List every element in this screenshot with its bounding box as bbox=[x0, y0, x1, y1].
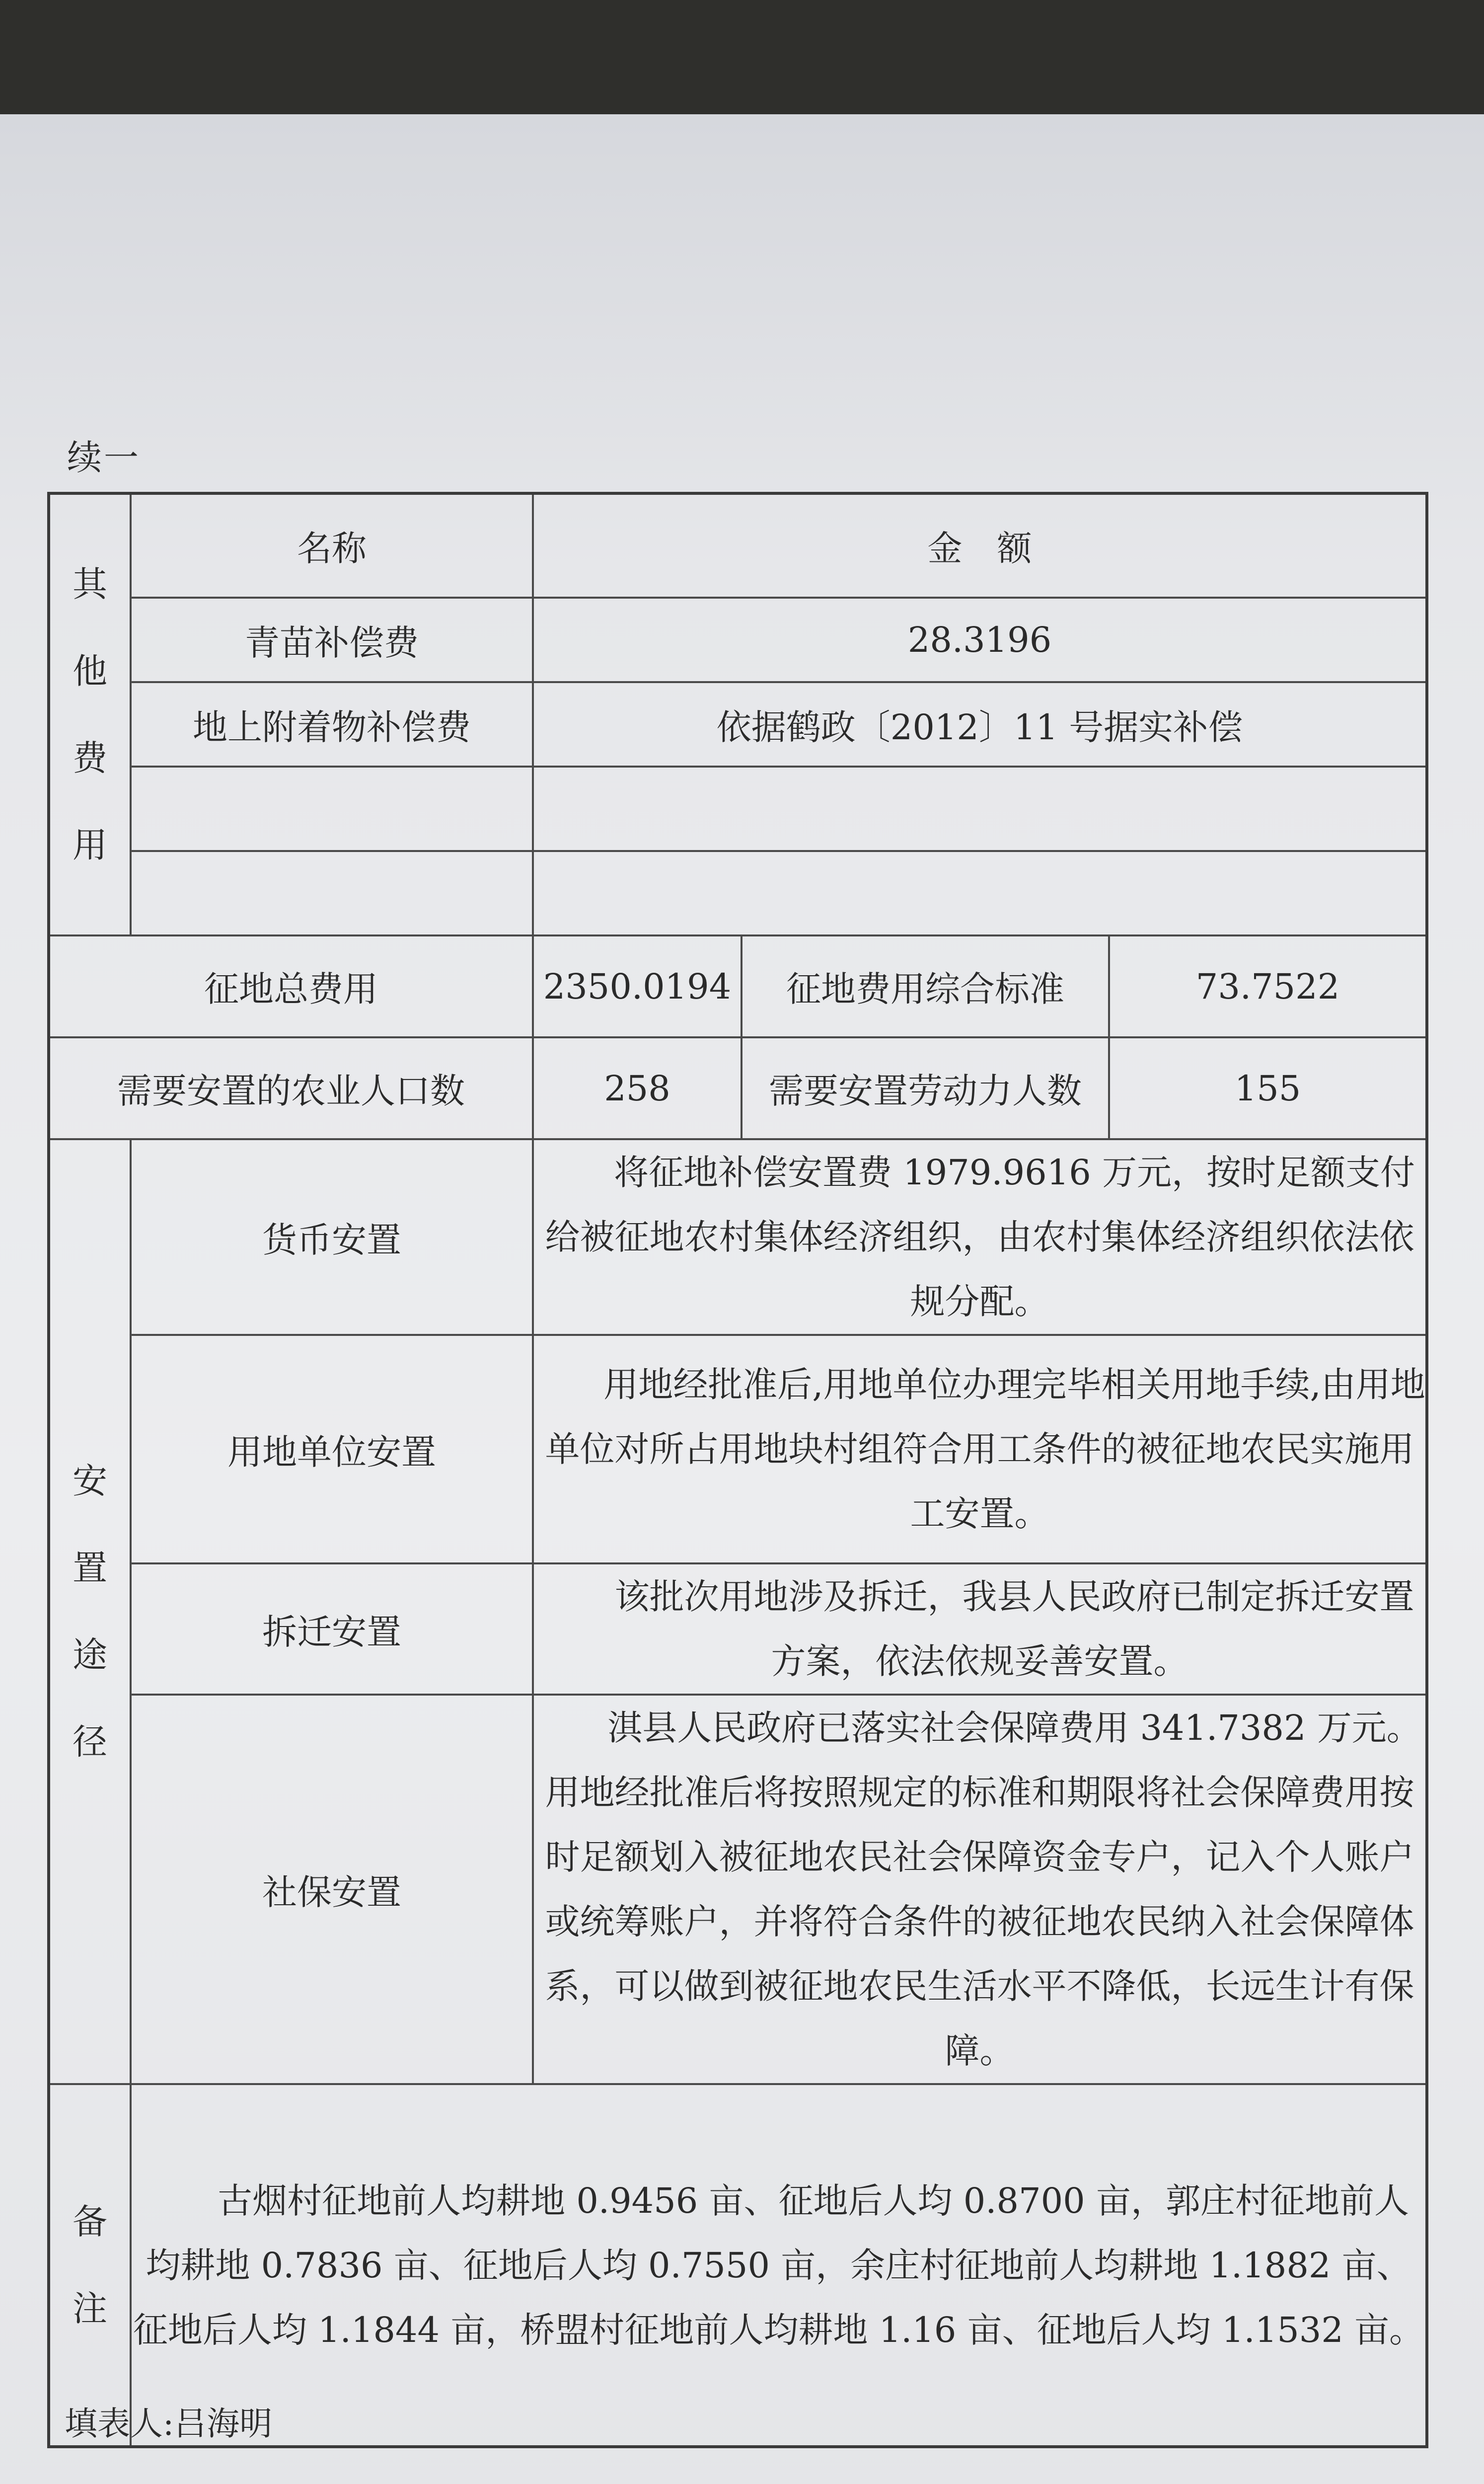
standard-label: 征地费用综合标准 bbox=[742, 935, 1109, 1037]
resettlement-row bbox=[49, 1563, 1427, 1695]
resettlement-name: 用地单位安置 bbox=[131, 1335, 533, 1563]
fee-amount bbox=[533, 767, 1427, 851]
resettlement-text: 用地经批准后,用地单位办理完毕相关用地手续,由用地单位对所占用地块村组符合用工条件的被征地农民实施用工安置。 bbox=[533, 1335, 1427, 1563]
resettlement-text: 该批次用地涉及拆迁，我县人民政府已制定拆迁安置方案，依法依规妥善安置。 bbox=[533, 1563, 1427, 1695]
resettlement-section-label: 安 置 途 径 bbox=[49, 1139, 131, 2084]
fee-name bbox=[131, 851, 533, 935]
other-fees-header-row bbox=[49, 493, 1427, 598]
labor-label: 需要安置劳动力人数 bbox=[742, 1037, 1109, 1139]
fee-amount: 依据鹤政〔2012〕11 号据实补偿 bbox=[533, 682, 1427, 767]
agri-population-label: 需要安置的农业人口数 bbox=[49, 1037, 533, 1139]
totals-row bbox=[49, 935, 1427, 1037]
other-fees-section-label: 其 他 费 用 bbox=[49, 493, 131, 935]
fee-name: 地上附着物补偿费 bbox=[131, 682, 533, 767]
agri-population-value: 258 bbox=[533, 1037, 742, 1139]
resettlement-name: 社保安置 bbox=[131, 1695, 533, 2084]
total-label: 征地总费用 bbox=[49, 935, 533, 1037]
remarks-text: 古烟村征地前人均耕地 0.9456 亩、征地后人均 0.8700 亩，郭庄村征地前人均耕地 0.7836 亩、征地后人均 0.7550 亩，余庄村征地前人均耕地 1.1882 亩、征地后人均 1.1844 亩，桥盟村征地前人均耕地 1.16 亩、征地后人均 1.1532 亩。 bbox=[131, 2084, 1427, 2447]
fee-row bbox=[49, 598, 1427, 682]
labor-value: 155 bbox=[1109, 1037, 1427, 1139]
continuation-label: 续一 bbox=[67, 437, 141, 478]
standard-value: 73.7522 bbox=[1109, 935, 1427, 1037]
fee-row bbox=[49, 851, 1427, 935]
fee-name: 青苗补偿费 bbox=[131, 598, 533, 682]
header-name: 名称 bbox=[131, 493, 533, 598]
resettlement-name: 拆迁安置 bbox=[131, 1563, 533, 1695]
total-value: 2350.0194 bbox=[533, 935, 742, 1037]
resettlement-text: 淇县人民政府已落实社会保障费用 341.7382 万元。用地经批准后将按照规定的标准和期限将社会保障费用按时足额划入被征地农民社会保障资金专户，记入个人账户或统筹账户，并将符合条件的被征地农民纳入社会保障体系，可以做到被征地农民生活水平不降低，长远生计有保障。 bbox=[533, 1695, 1427, 2084]
fee-amount bbox=[533, 851, 1427, 935]
resettlement-name: 货币安置 bbox=[131, 1139, 533, 1335]
population-row bbox=[49, 1037, 1427, 1139]
remarks-section-label: 备 注 bbox=[49, 2084, 131, 2447]
header-amount: 金 额 bbox=[533, 493, 1427, 598]
fee-row bbox=[49, 767, 1427, 851]
form-filler: 填表人:吕海明 bbox=[65, 2405, 273, 2443]
resettlement-row bbox=[49, 1335, 1427, 1563]
fee-row bbox=[49, 682, 1427, 767]
resettlement-text: 将征地补偿安置费 1979.9616 万元，按时足额支付给被征地农村集体经济组织，由农村集体经济组织依法依规分配。 bbox=[533, 1139, 1427, 1335]
land-requisition-form-table bbox=[47, 492, 1428, 2448]
fee-name bbox=[131, 767, 533, 851]
fee-amount: 28.3196 bbox=[533, 598, 1427, 682]
remarks-row bbox=[49, 2084, 1427, 2447]
resettlement-row bbox=[49, 1139, 1427, 1335]
resettlement-row bbox=[49, 1695, 1427, 2084]
